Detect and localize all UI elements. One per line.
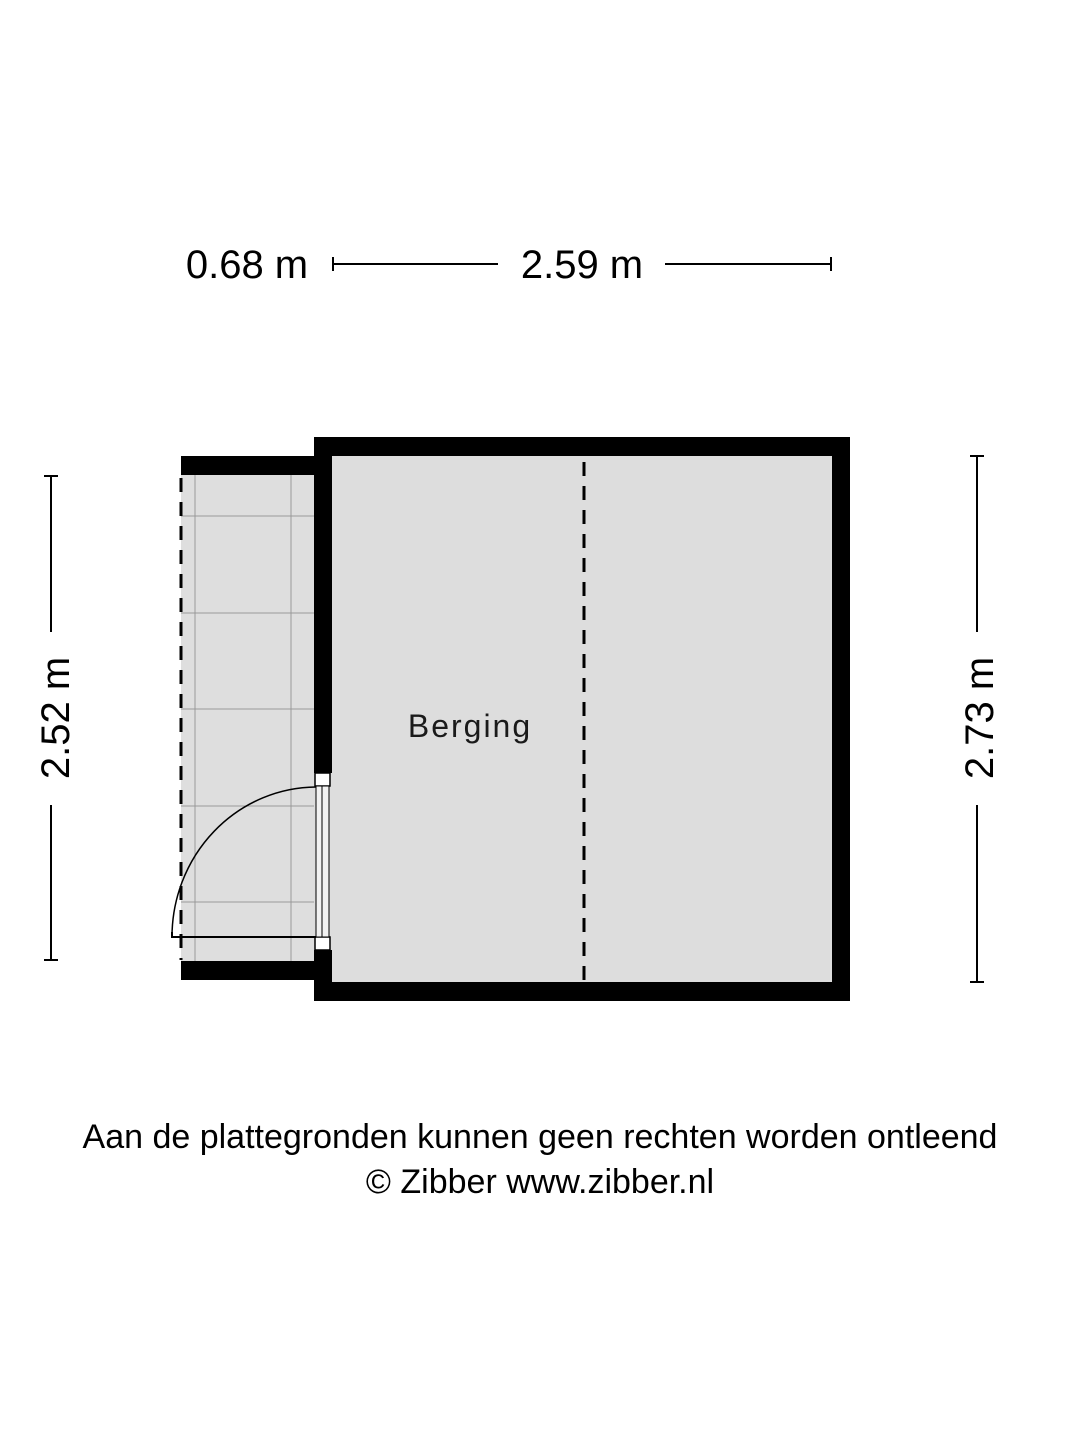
top-dimension [186,243,831,287]
wall-top [314,437,850,456]
dim-top-left: 0.68 m [185,243,309,287]
dim-top-right: 2.59 m [520,243,644,287]
dim-left: 2.52 m [34,656,78,780]
wall-left-lower [314,950,332,1001]
porch-floor [181,475,314,961]
right-dimension [958,456,1002,982]
room-label-berging: Berging [407,708,533,744]
door-frame-top [315,773,330,786]
copyright-text: © Zibber www.zibber.nl [365,1163,715,1201]
disclaimer-text: Aan de plattegronden kunnen geen rechten worden ontleend [82,1118,998,1156]
wall-right [832,437,850,1001]
berging-floor [314,437,850,1001]
door-frame-bottom [315,937,330,950]
porch-wall-top [181,456,314,475]
dim-right: 2.73 m [958,656,1002,780]
porch-wall-bottom [181,961,314,980]
wall-left-upper [314,437,332,773]
wall-bottom [314,982,850,1001]
room-berging [314,437,850,1001]
left-dimension [34,476,78,960]
porch-area [181,456,314,980]
